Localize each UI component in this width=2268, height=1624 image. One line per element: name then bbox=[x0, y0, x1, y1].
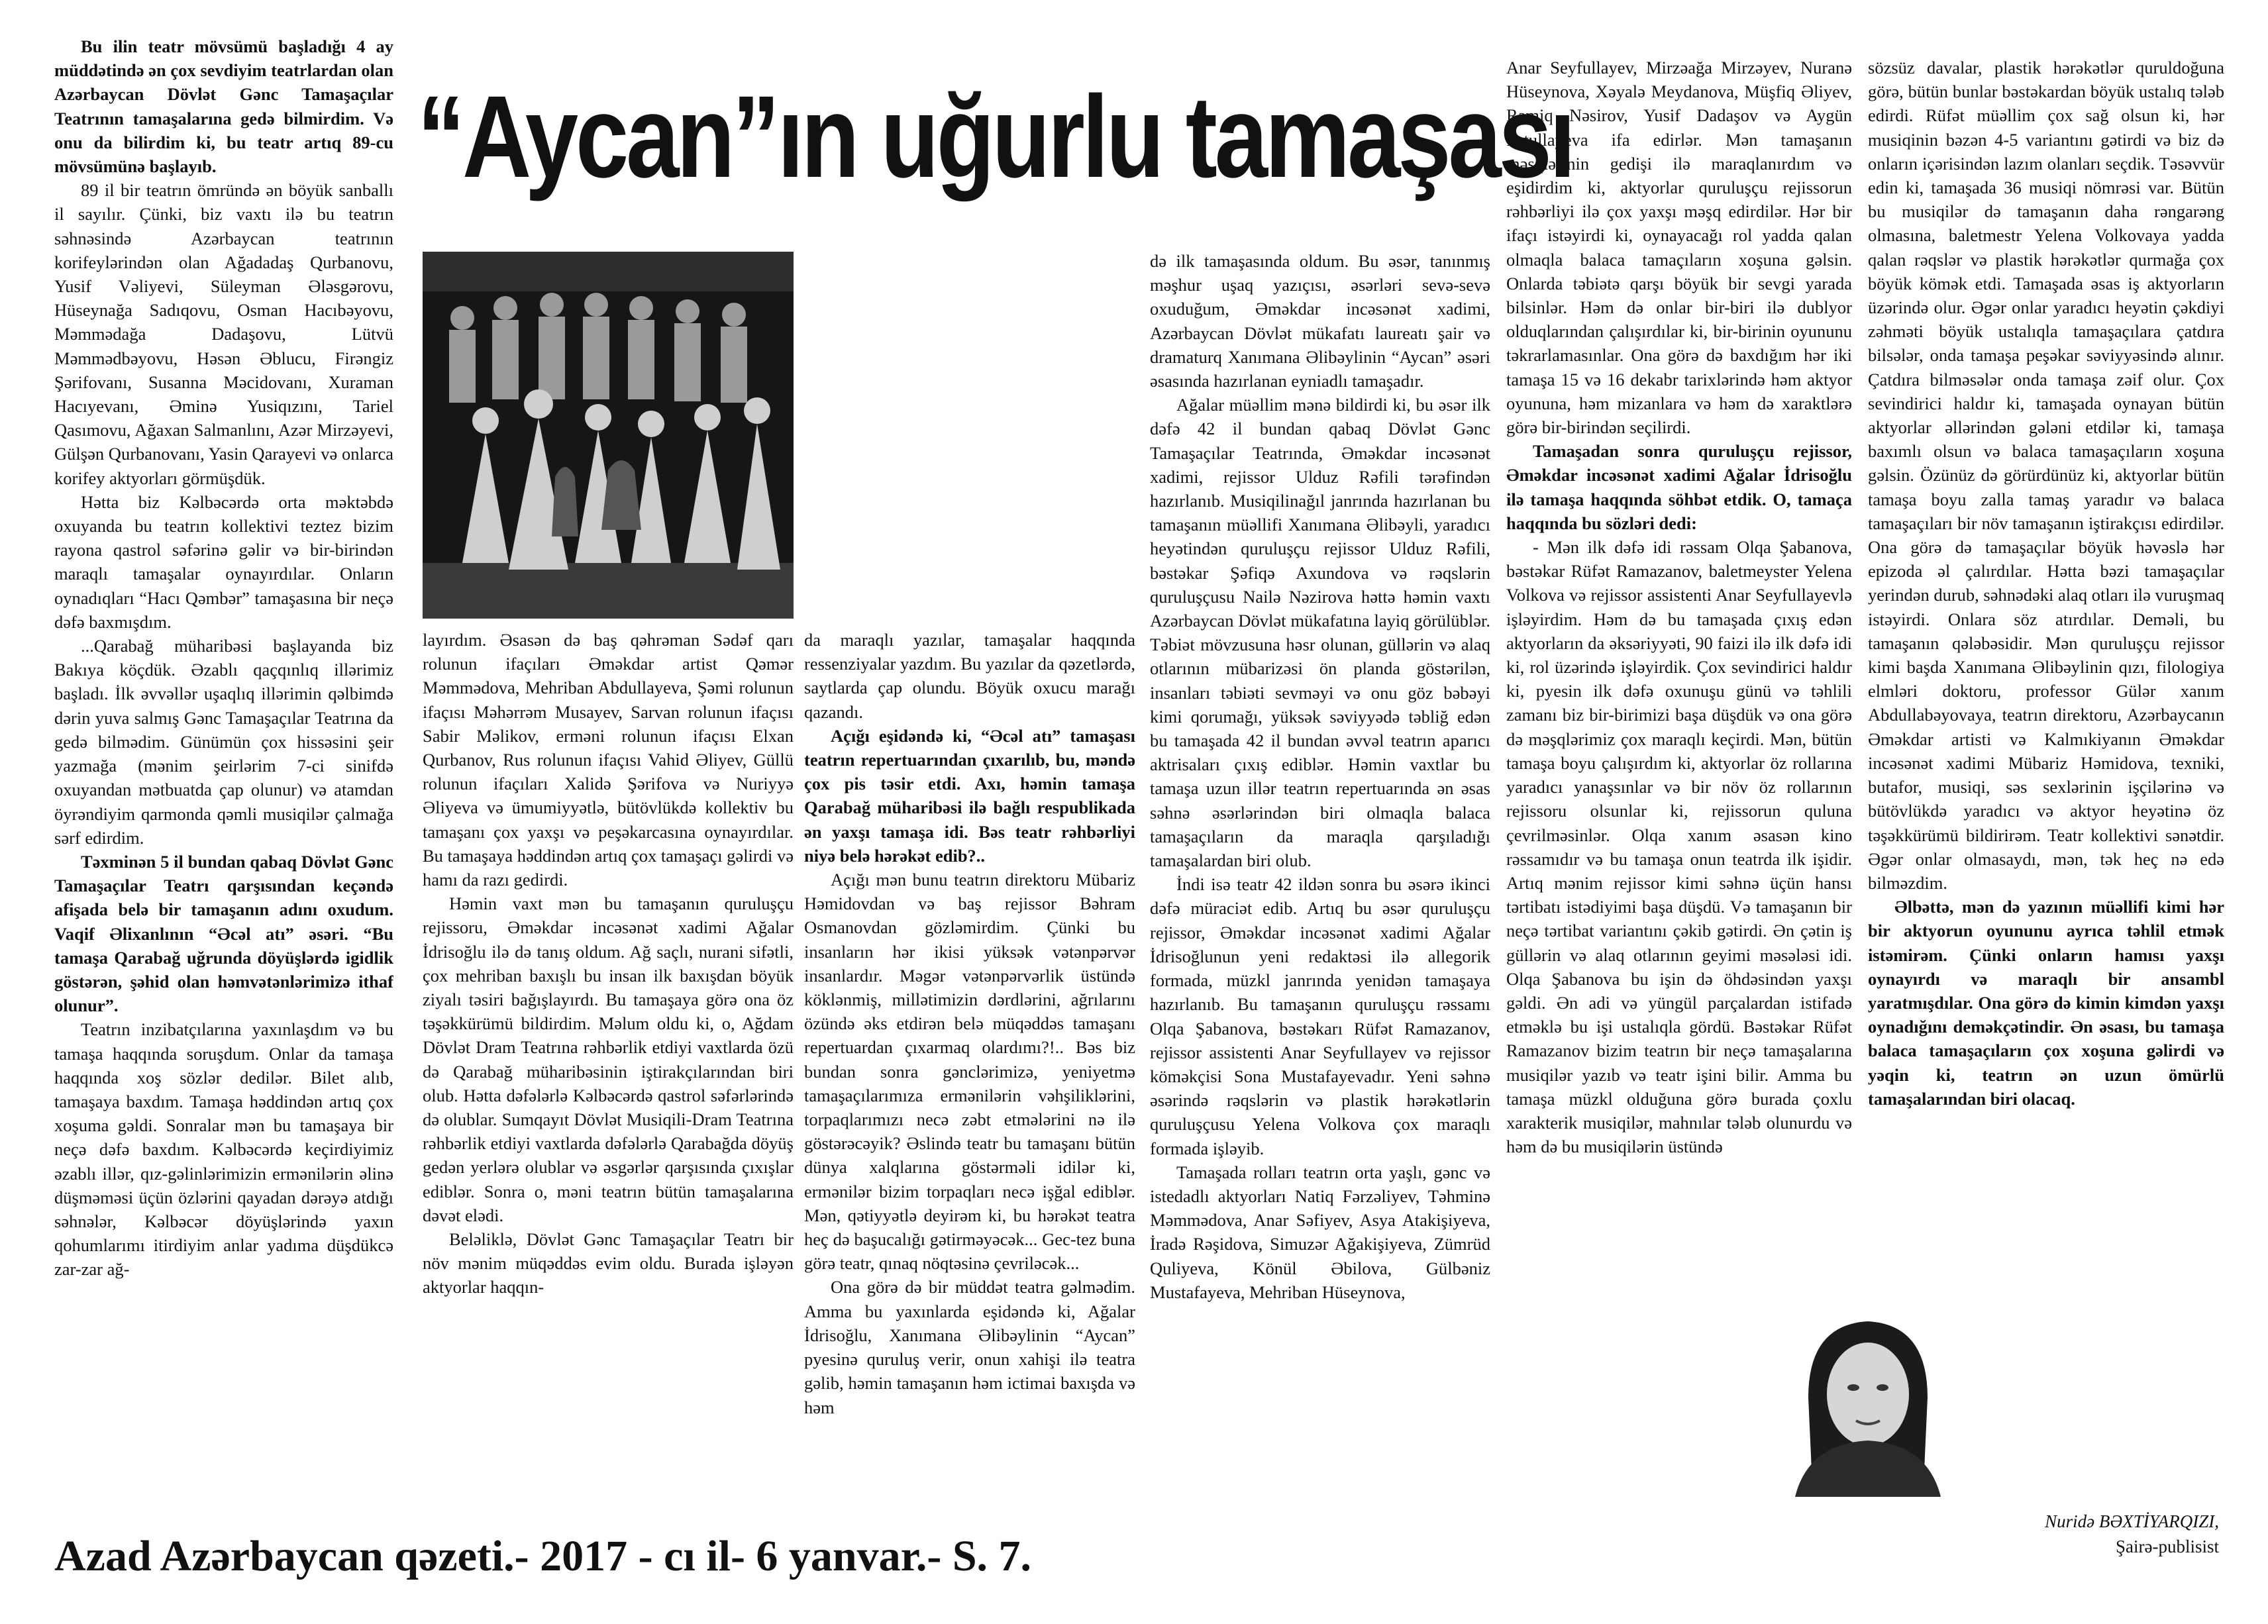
column-1 bbox=[54, 34, 393, 1510]
article-paragraph: layırdım. Əsasən də baş qəhrəman Sədəf qarı rolunun ifaçıları Əməkdar artist Qəmər Məmmədova, Mehriban Abdullayeva, Şəmi rolunun ifaçısı Məhərrəm Musayev, Sarvan rolunun ifaçısı Sabir Məlikov, erməni rolunun ifaçısı Elxan Qurbanov, Rus rolunun ifaçısı Vahid Əliyev, Güllü rolunun ifaçıları Xalidə Şərifova və Nuriyyə Əliyeva və ümumiyyətlə, bütövlükdə kollektiv bu tamaşanı çox yaxşı və peşəkarcasına oynayırdılar. Bu tamaşaya həddindən artıq çox tamaşaçı gəlirdi və hamı da razı gedirdi. bbox=[423, 630, 794, 890]
article-paragraph: - Mən ilk dəfə idi rəssam Olqa Şabanova, bəstəkar Rüfət Ramazanov, baletmeyster Yelena Volkova və rejissor assistenti Anar Seyfullayevlə işləyirdim. Həm də bu tamaşada çıxış edən aktyorların da əksəriyyəti, 90 faizi ilə ilk dəfə idi ki, rol üzərində işləyirdik. Çox sevindirici haldır ki, pyesin ilk dəfə oxunuşu günü və təhlili zamanı biz bir-birimizi başa düşdük və ona görə də məşqlərimiz çox maraqlı keçirdi. Mən, bütün tamaşa boyu çalışırdım ki, aktyorlar öz rollarına yaradıcı yanaşsınlar və bir növ öz rollarının rejissoru olsunlar ki, rejissorun quluna çevrilməsinlər. Olqa xanım əsasən kino rəssamıdır və bu tamaşa onun teatrda ilk işidir. Artıq mənim rejissor kimi səhnə üçün hansı tərtibatı istədiyimi başa düşdü. Və tamaşanın bir neçə tərtibat variantını çəkib gətirdi. Ən çətin iş güllərin və alaq otlarının geyimi məsələsi idi. Olqa Şabanova bu işin də öhdəsindən yaxşı gəldi. Ən adi və yüngül parçalardan istifadə etməklə bu işi ustalıqla gördü. Bəstəkar Rüfət Ramazanov bizim teatrın bir neçə tamaşalarına musiqilər yazıb və teatr işini bilir. Amma bu tamaşa müzkl olduğuna görə burada çoxlu xarakterik musiqilər, mahnılar tələb olunurdu və həm də bu musiqilərin üstündə bbox=[1506, 537, 1852, 1157]
article-paragraph: Teatrın inzibatçılarına yaxınlaşdım və bu tamaşa haqqında soruşdum. Onlar da tamaşa haqqında xoş sözlər dedilər. Bilet alıb, tamaşaya baxdım. Tamaşa həddindən artıq çox xoşuma gəldi. Sonralar mən bu tamaşaya bir neçə dəfə baxdım. Kəlbəcərdə keçirdiyimiz əzablı illər, qız-gəlinlərimizin ermənilərin əlinə düşməməsi üçün özlərini qayadan dərəyə atdığı səhnələr, Kəlbəcər döyüşlərində yaxın qohumlarımı itirdiyim anlar yadıma düşdükcə zar-zar ağ- bbox=[54, 1019, 393, 1280]
author-role: Şairə-publisist bbox=[2116, 1537, 2219, 1556]
author-name: Nuridə BƏXTİYARQIZI, bbox=[2045, 1511, 2219, 1531]
article-paragraph: İndi isə teatr 42 ildən sonra bu əsərə ikinci dəfə müraciət edib. Artıq bu əsər quruluşçu rejissor, Əməkdar incəsənət xadimi Ağalar İdrisoğlunun yeni redaktəsi ilə allegorik formada, müzkl janrında yenidən tamaşaya hazırlanıb. Bu tamaşanın quruluşçu rəssamı Olqa Şabanova, bəstəkarı Rüfət Ramazanov, rejissor assistenti Anar Seyfullayev və rejissor köməkçisi Sona Mustafayevadır. Yeni səhnə əsərində rəqslərin və plastik hərəkətlərin quruluşçusu Yelena Volkova çox maraqlı formada işləyib. bbox=[1150, 874, 1490, 1158]
article-paragraph: Tamaşadan sonra quruluşçu rejissor, Əməkdar incəsənət xadimi Ağalar İdrisoğlu ilə tamaşa haqqında söhbət etdik. O, tamaça haqqında bu sözləri dedi: bbox=[1506, 441, 1852, 533]
article-paragraph: Həmin vaxt mən bu tamaşanın quruluşçu rejissoru, Əməkdar incəsənət xadimi Ağalar İdrisoğlu ilə də tanış oldum. Ağ saçlı, nurani sifətli, çox mehriban baxışlı bu insan ilk baxışdan böyük ziyalı təsiri bağışlayırdı. Bu tamaşaya görə ona öz təşəkkürümü bildirdim. Məlum oldu ki, o, Ağdam Dövlət Dram Teatrına rəhbərlik etdiyi vaxtlarda özü də Qarabağ müharibəsinin iştirakçılarından biri olub. Hətta dəfələrlə Kəlbəcərdə qastrol səfərlərində də olublar. Sumqayıt Dövlət Musiqili-Dram Teatrına rəhbərlik etdiyi vaxtlarda dəfələrlə Qarabağda döyüş gedən yerlərə olublar və əsgərlər qarşısında çıxışlar ediblər. Sonra o, məni teatrın bütün tamaşalarına dəvət elədi. bbox=[423, 893, 794, 1225]
article-paragraph: Ağalar müəllim mənə bildirdi ki, bu əsər ilk dəfə 42 il bundan qabaq Dövlət Gənc Tamaşaçılar Teatrında, Əməkdar incəsənət xadimi, rejissor Ulduz Rəfili tərəfindən hazırlanıb. Musiqilinağıl janrında hazırlanan bu tamaşanın müəllifi Xanımana Əlibəyli, yaradıcı heyətindən quruluşçu rejissor Ulduz Rəfili, bəstəkar Şəfiqə Axundova və rəqslərin quruluşçusu Nailə Nəzirova həttə həmin vaxtı Azərbaycan Dövlət mükafatına layiq görülüblər. Təbiət mövzusuna həsr olunan, güllərin və alaq otlarının mübarizəsi ön planda göstərilən, insanları təbiəti sevməyi və onu göz bəbəyi kimi qorumağı, yüksək səviyyədə təbliğ edən bu tamaşada 42 il bundan əvvəl teatrın aparıcı aktrisaları çıxış ediblər. Həmin vaxtlar bu tamaşa uzun illər teatrın repertuarında ən əsas səhnə əsərlərindən biri olmaqla balaca tamaşaçıların da maraqla qarşıladığı tamaşalardan biri olub. bbox=[1150, 395, 1490, 871]
column-5 bbox=[1506, 56, 1852, 1510]
author-portrait-image bbox=[1782, 1298, 1953, 1497]
article-paragraph: Hətta biz Kəlbəcərdə orta məktəbdə oxuyanda bu teatrın kollektivi teztez bizim rayona qastrol səfərinə gəlir və bir-birindən maraqlı tamaşalar oynayırdılar. Onların oynadıqları “Hacı Qəmbər” tamaşasına bir neçə dəfə baxmışdım. bbox=[54, 491, 393, 632]
cast-photo bbox=[423, 252, 794, 619]
article-paragraph: Tamaşada rolları teatrın orta yaşlı, gənc və istedadlı aktyorları Natiq Fərzəliyev, Təhminə Məmmədova, Anar Səfiyev, Asya Atakişiyeva, İradə Rəşidova, Simuzər Ağakişiyeva, Zümrüd Quliyeva, Könül Əbilova, Gülbəniz Mustafayeva, Mehriban Hüseynova, bbox=[1150, 1162, 1490, 1302]
headline: “Aycan”ın uğurlu tamaşası bbox=[417, 72, 1573, 202]
cast-photo-image bbox=[423, 252, 794, 619]
column-6 bbox=[1868, 56, 2224, 1314]
author-signature bbox=[1961, 1509, 2219, 1559]
column-4 bbox=[1150, 249, 1490, 1510]
article-paragraph: Açığı eşidəndə ki, “Əcəl atı” tamaşası teatrın repertuarından çıxarılıb, bu, məndə çox pis təsir etdi. Axı, həmin tamaşa Qarabağ müharibəsi ilə bağlı respublikada ən yaxşı tamaşa idi. Bəs teatr rəhbərliyi niyə belə hərəkət edib?.. bbox=[804, 725, 1135, 866]
column-3 bbox=[804, 628, 1135, 1510]
article-paragraph: Anar Seyfullayev, Mirzəağa Mirzəyev, Nuranə Hüseynova, Xəyalə Meydanova, Müşfiq Əliyev, Ramiq Nəsirov, Yusif Dadaşov və Aygün Fətullayeva ifa edirlər. Mən tamaşanın məşqlərinin gedişi ilə maraqlanırdım və eşidirdim ki, aktyorlar quruluşçu rejissorun rəhbərliyi ilə çox yaxşı məşq edirdilər. Hər bir ifaçı istəyirdi ki, oynayacağı rol yadda qalan olmaqla balaca tamaçıların xoşuna gəlsin. Onlarda təbiətə qarşı böyük bir sevgi yarada bilsinlər. Həm də onlar bir-biri ilə dublyor olduqlarından çalışırdılar ki, bir-birinin oyununu təkrarlamasınlar. Ona görə də baxdığım hər iki tamaşa 15 və 16 dekabr tarixlərində həm aktyor oyununa, həm mizanlara və həm də xaraktlərə görə bir-birindən seçilirdi. bbox=[1506, 58, 1852, 438]
article-paragraph: Ona görə də bir müddət teatra gəlmədim. Amma bu yaxınlarda eşidəndə ki, Ağalar İdrisoğlu, Xanımana Əlibəylinin “Aycan” pyesinə quruluş verir, onun xahişi ilə teatra gəlib, həmin tamaşanın həm ictimai baxışda və həm bbox=[804, 1277, 1135, 1417]
author-portrait bbox=[1782, 1298, 1953, 1497]
article-paragraph: 89 il bir teatrın ömründə ən böyük sanballı il sayılır. Çünki, biz vaxtı ilə bu teatrın səhnəsində Azərbaycan teatrının korifeylərindən olan Ağadadaş Qurbanovu, Yusif Vəliyevi, Süleyman Ələsgərovu, Hüseynağa Sadıqovu, Osman Hacıbəyovu, Məmmədağa Dadaşovu, Lütvü Məmmədbəyovu, Həsən Əblucu, Firəngiz Şərifovanı, Susanna Məcidovanı, Xuraman Hacıyevanı, Əminə Yusiqızını, Tariel Qasımovu, Ağaxan Salmanlını, Azər Mirzəyevi, Gülşən Qurbanovanı, Yasin Qarayevi və onlarca korifey aktyorları görmüşdük. bbox=[54, 180, 393, 488]
article-paragraph: Açığı mən bunu teatrın direktoru Mübariz Həmidovdan və baş rejissor Bəhram Osmanovdan gözləmirdim. Çünki bu insanların hər ikisi yüksək vətənpərvər insanlardır. Məgər vətənpərvərlik üstündə köklənmiş, millətimizin dərdlərini, ağrılarını özündə əks etdirən belə müqəddəs tamaşanı repertuardan çıxarmaq olardımı?!.. Bəs biz bundan sonra gənclərimizə, yeniyetmə tamaşaçılarımıza ermənilərin vəhşiliklərini, torpaqlarımızı necə zəbt etmələrini nə ilə göstərəcəyik? Əslində teatr bu tamaşanı bütün dünya xalqlarına göstərməli idilər ki, ermənilər bizim torpaqları necə işğal ediblər. Mən, qətiyyətlə deyirəm ki, bu hərəkət teatra heç də başucalığı gətirməyəcək... Gec-tez buna görə teatr, qınaq nöqtəsinə çevriləcək... bbox=[804, 870, 1135, 1274]
column-2 bbox=[423, 628, 794, 1510]
article-paragraph: Bu ilin teatr mövsümü başladığı 4 ay müddətində ən çox sevdiyim teatrlardan olan Azərbaycan Dövlət Gənc Tamaşaçılar Teatrının tamaşalarına gedə bilmirdim. Və onu da bilirdim ki, bu teatr artıq 89-cu mövsümünə başlayıb. bbox=[54, 36, 393, 177]
article-paragraph: Əlbəttə, mən də yazının müəllifi kimi hər bir aktyorun oyununu ayrıca təhlil etmək istəmirəm. Çünki onların hamısı yaxşı oynayırdı və maraqlı bir ansambl yaratmışdılar. Ona görə də kimin kimdən yaxşı oynadığını deməkçətindir. Ən əsası, bu tamaşa balaca tamaşaçıların çox xoşuna gəlirdi və yəqin ki, teatrın ən uzun ömürlü tamaşalarından biri olacaq. bbox=[1868, 897, 2224, 1109]
article-paragraph: Təxminən 5 il bundan qabaq Dövlət Gənc Tamaşaçılar Teatrı qarşısından keçəndə afişada belə bir tamaşanın adını oxudum. Vaqif Əlixanlının “Əcəl atı” əsəri. “Bu tamaşa Qarabağ uğrunda döyüşlərdə igidlik göstərən, şəhid olan həmvətənlərimizə ithaf olunur”. bbox=[54, 851, 393, 1016]
article-paragraph: də ilk tamaşasında oldum. Bu əsər, tanınmış məşhur uşaq yazıçısı, əsərləri sevə-sevə oxuduğum, Əməkdar incəsənət xadimi, Azərbaycan Dövlət mükafatı laureatı şair və dramaturq Xanımana Əlibəylinin “Aycan” əsəri əsasında hazırlanan eyniadlı tamaşadır. bbox=[1150, 251, 1490, 391]
article-paragraph: da maraqlı yazılar, tamaşalar haqqında ressenziyalar yazdım. Bu yazılar da qəzetlərdə, saytlarda çap olundu. Böyük oxucu marağı qazandı. bbox=[804, 630, 1135, 722]
article-paragraph: ...Qarabağ müharibəsi başlayanda biz Bakıya köçdük. Əzablı qaçqınlıq illərimiz başladı. İlk əvvəllər uşaqlıq illərimin qəlbimdə dərin yuva salmış Gənc Tamaşaçılar Teatrına da gedə bilmədim. Günümün çox hissəsini şeir yazmağa (mənim şeirlərim 7-ci sinifdə oxuyandan mətbuatda çap olunur) və atamdan öyrəndiyim qarmonda qəmli musiqilər çalmağa sərf edirdim. bbox=[54, 636, 393, 848]
source-footer: Azad Azərbaycan qəzeti.- 2017 - cı il- 6 yanvar.- S. 7. bbox=[54, 1532, 1032, 1580]
article-paragraph: sözsüz davalar, plastik hərəkətlər quruldoğuna görə, bütün bunlar bəstəkardan böyük ustalıq tələb edirdi. Rüfət müəllim çox sağ olsun ki, hər musiqinin bəzən 4-5 variantını gətirdi və biz də onların içərisindən lazım olanları seçdik. Təsəvvür edin ki, tamaşada 36 musiqi nömrəsi var. Bütün bu musiqilər də tamaşanın daha rəngarəng olmasına, baletmestr Yelena Volkovaya yadda qalan rəqslər və plastik hərəkətlər qurmağa çox böyük kömək etdi. Tamaşada əsas iş aktyorların üzərində olur. Əgər onlar yaradıcı heyətin çəkdiyi zəhməti böyük ustalıqla tamaşaçılara çatdıra bilsələr, onda tamaşa peşəkar səviyyəsində alınır. Çatdıra bilməsələr onda tamaşa zəif olur. Çox sevindirici haldır ki, tamaşada oynayan bütün aktyorlar əllərindən gələni etdilər ki, tamaşa baxımlı olsun və balaca tamaşaçıların xoşuna gəlsin. Özünüz də görürdünüz ki, aktyorlar bütün tamaşa boyu zalla tamaş yaradır və balaca tamaşaçıları bir növ tamaşanın iştirakçısı edirdilər. Ona görə də tamaşaçılar böyük həvəslə hər epizoda əl çalırdılar. Hətta bəzi tamaşaçılar yerindən durub, səhnədəki alaq otları ilə vuruşmaq istəyirdi. Onlara söz atırdılar. Deməli, bu tamaşanın qələbəsidir. Mən quruluşçu rejissor kimi başda Xanımana Əlibəylinin qızı, filologiya elmləri doktoru, professor Gülər xanım Abdullabəyovaya, teatrın direktoru, Azərbaycanın Əməkdar artisti və Kalmıkiyanın Əməkdar incəsənət xadimi Mübariz Həmidova, texniki, butafor, musiqi, səs sexlərinin işçilərinə və bütövlükdə yaradıcı və aktyor heyətinə öz təşəkkürümü bildirirəm. Teatr kollektivi sənətdir. Əgər onlar olmasaydı, mən, tək heç nə edə bilməzdim. bbox=[1868, 58, 2224, 893]
article-paragraph: Beləliklə, Dövlət Gənc Tamaşaçılar Teatrı bir növ mənim müqəddəs evim oldu. Burada işləyən aktyorlar haqqın- bbox=[423, 1229, 794, 1297]
